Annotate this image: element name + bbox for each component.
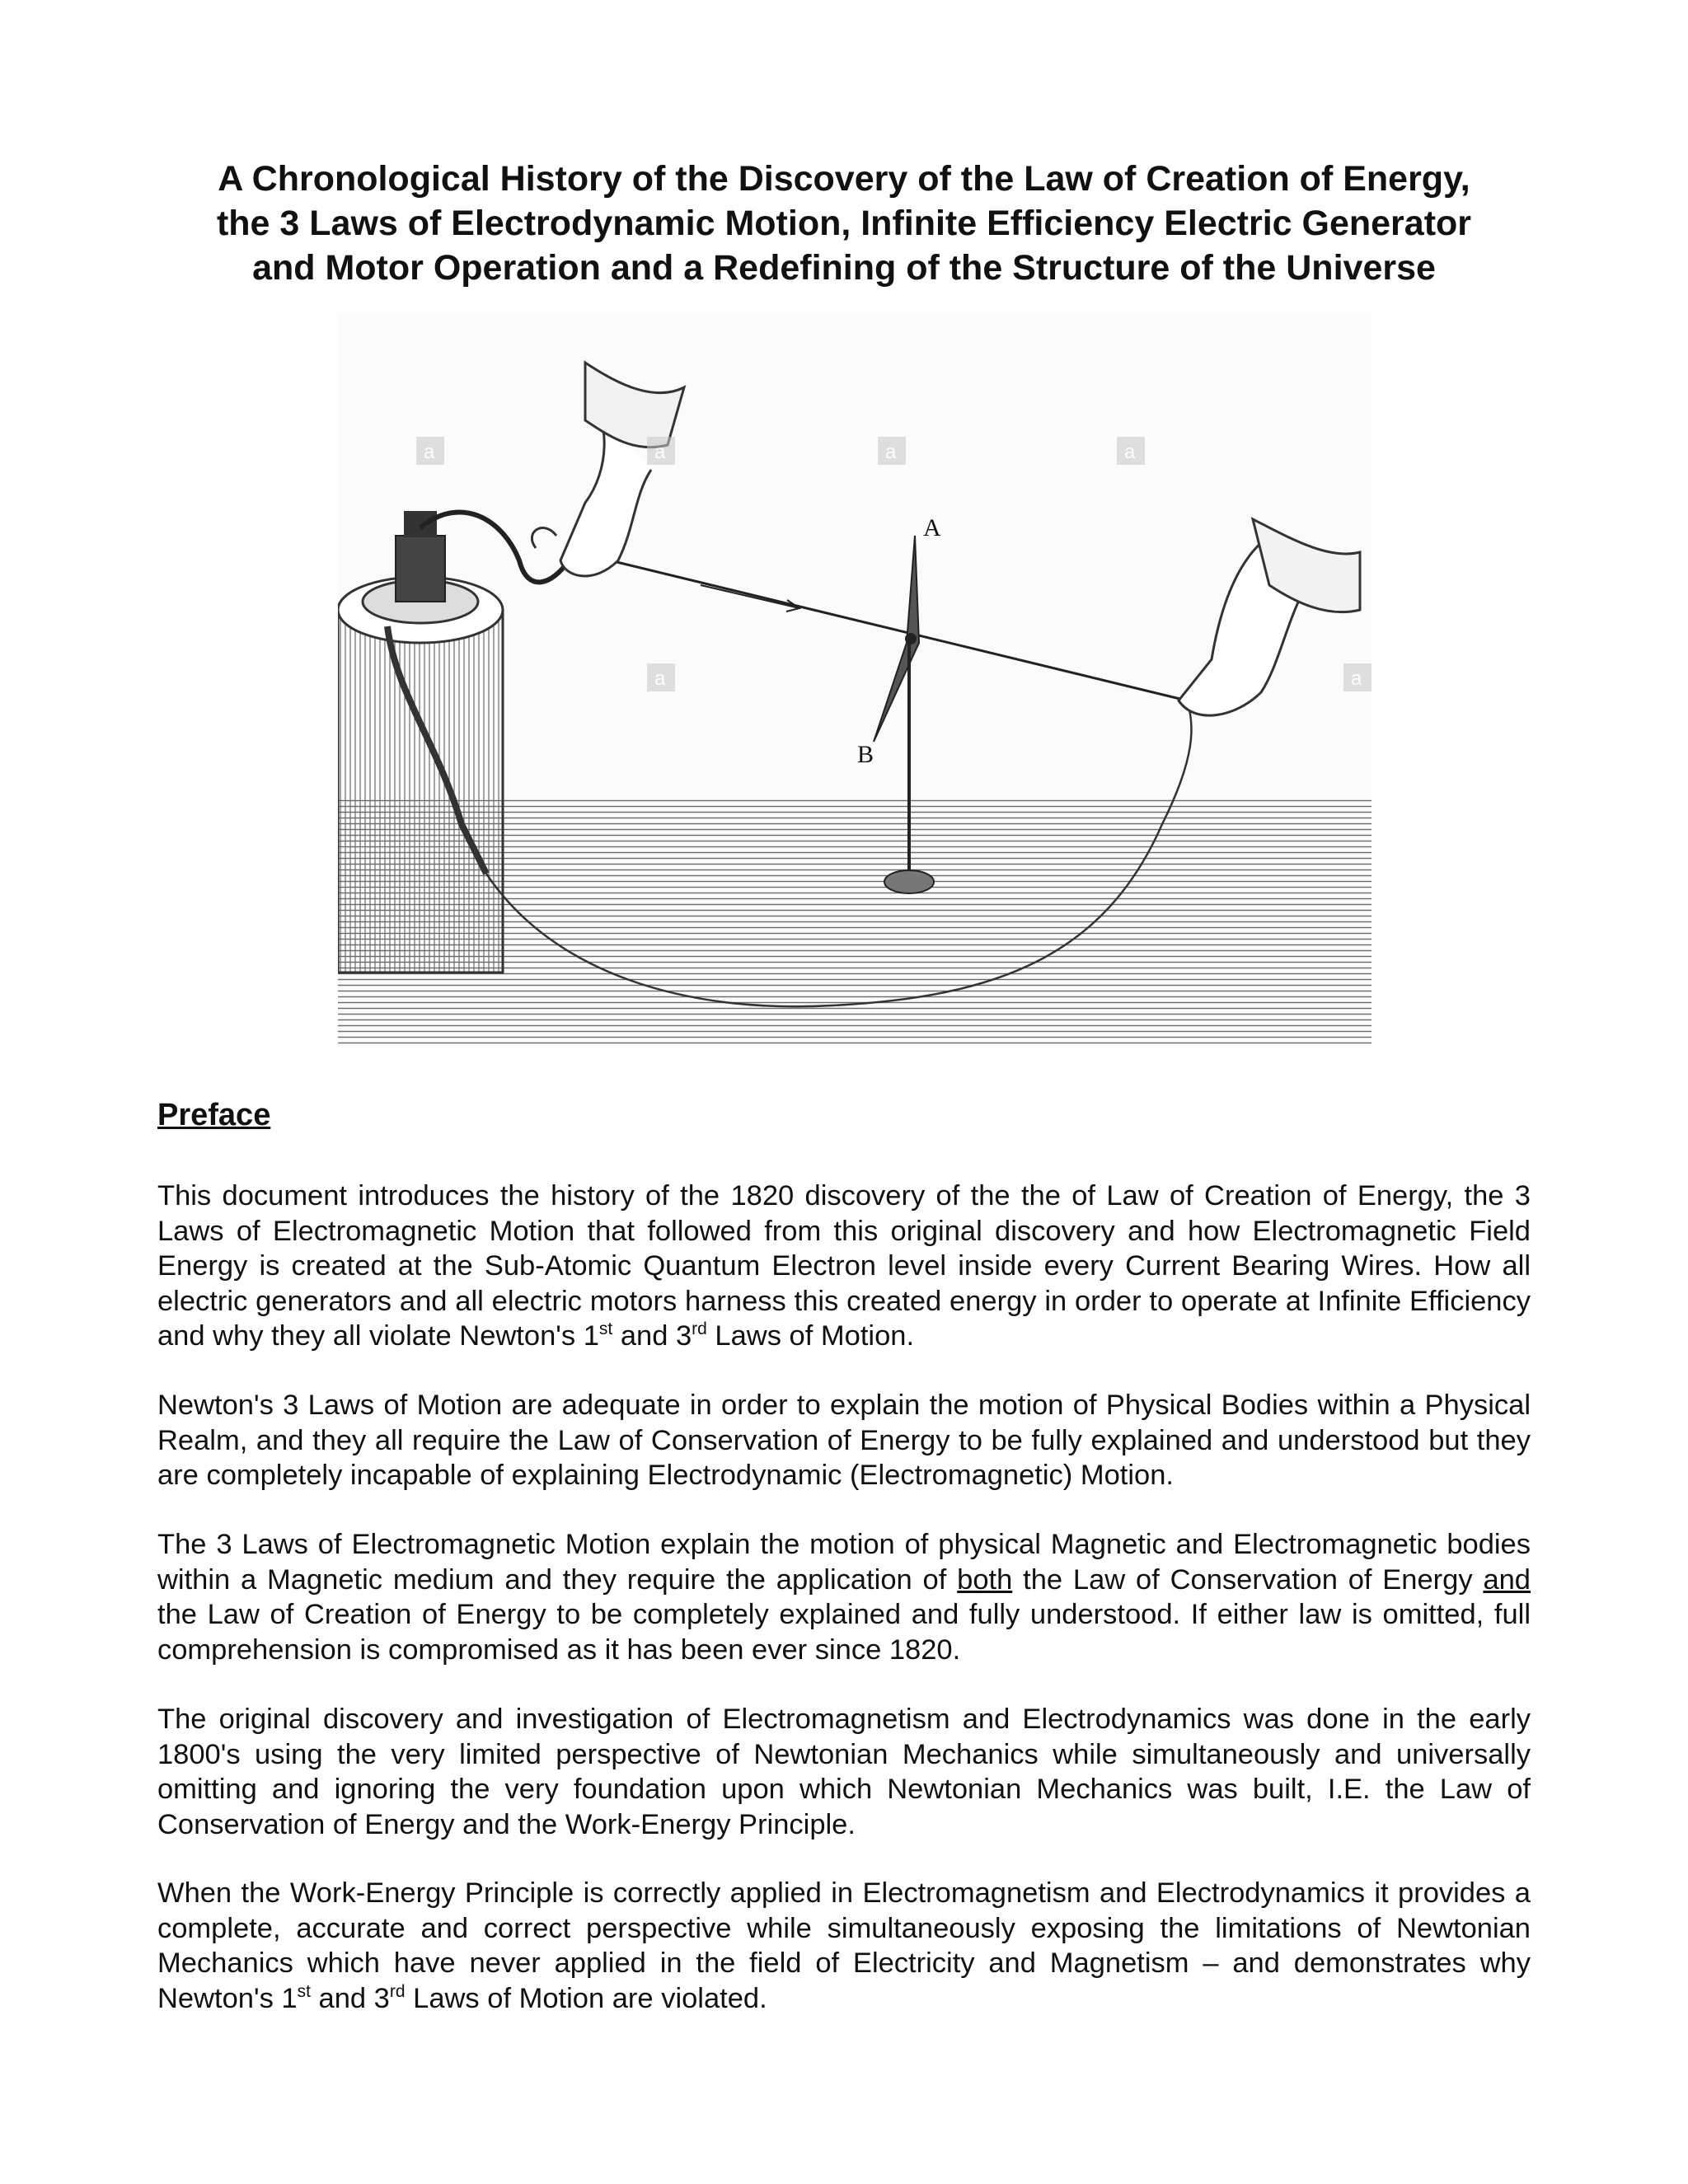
svg-text:a: a [654,668,666,690]
document-title [124,157,1564,290]
preface-paragraph-2: Newton's 3 Laws of Motion are adequate in order to explain the motion of Physical Bodies within a Physical Realm, and they all require the Law of Conservation of Energy to be fully explained and understood but they are completely incapable of explaining Electrodynamic (Electromagnetic) Motion. [157,1390,1531,1492]
emphasis-and: and [1483,1563,1531,1596]
needle-label-b: B [857,741,874,768]
preface-paragraph-5: When the Work-Energy Principle is correctly applied in Electromagnetism and Electrodynamics it provides a complete, accurate and correct perspective while simultaneously exposing the limitations of Newtonian Mechanics which have never applied in the field of Electricity and Magnetism – and demonstrates why Newton's 1st and 3rd Laws of Motion are violated. [157,1877,1531,2014]
svg-text:a: a [654,441,666,463]
svg-text:a: a [424,441,435,463]
title-line-2: the 3 Laws of Electrodynamic Motion, Infinite Efficiency Electric Generator [216,204,1472,243]
preface-paragraph-3: The 3 Laws of Electromagnetic Motion explain the motion of physical Magnetic and Electromagnetic bodies within a Magnetic medium and they require the application of both the Law of Conservation of Energy and the Law of Creation of Energy to be completely explained and fully understood. If either law is omitted, full comprehension is compromised as it has been ever since 1820. [157,1529,1531,1666]
svg-text:a: a [1351,668,1362,690]
preface-heading: Preface [157,1098,271,1132]
oersted-experiment-engraving [338,313,1372,1047]
title-line-3: and Motor Operation and a Redefining of the Structure of the Universe [252,248,1436,288]
title-line-1: A Chronological History of the Discovery of the Law of Creation of Energy, [218,159,1470,199]
emphasis-both: both [957,1563,1013,1596]
svg-text:a: a [885,441,897,463]
preface-paragraph-4: The original discovery and investigation of Electromagnetism and Electrodynamics was done in the early 1800's using the very limited perspective of Newtonian Mechanics while simultaneously and universally omitting and ignoring the very foundation upon which Newtonian Mechanics was built, I.E. the Law of Conservation of Energy and the Work-Energy Principle. [157,1704,1531,1840]
svg-text:a: a [1124,441,1136,463]
needle-label-a: A [923,514,941,541]
preface-paragraph-1: This document introduces the history of the 1820 discovery of the the of Law of Creation of Energy, the 3 Laws of Electromagnetic Motion that followed from this original discovery and how Electromagnetic Field Energy is created at the Sub-Atomic Quantum Electron level inside every Current Bearing Wires. How all electric generators and all electric motors harness this created energy in order to operate at Infinite Efficiency and why they all violate Newton's 1st and 3rd Laws of Motion. [157,1180,1531,1352]
